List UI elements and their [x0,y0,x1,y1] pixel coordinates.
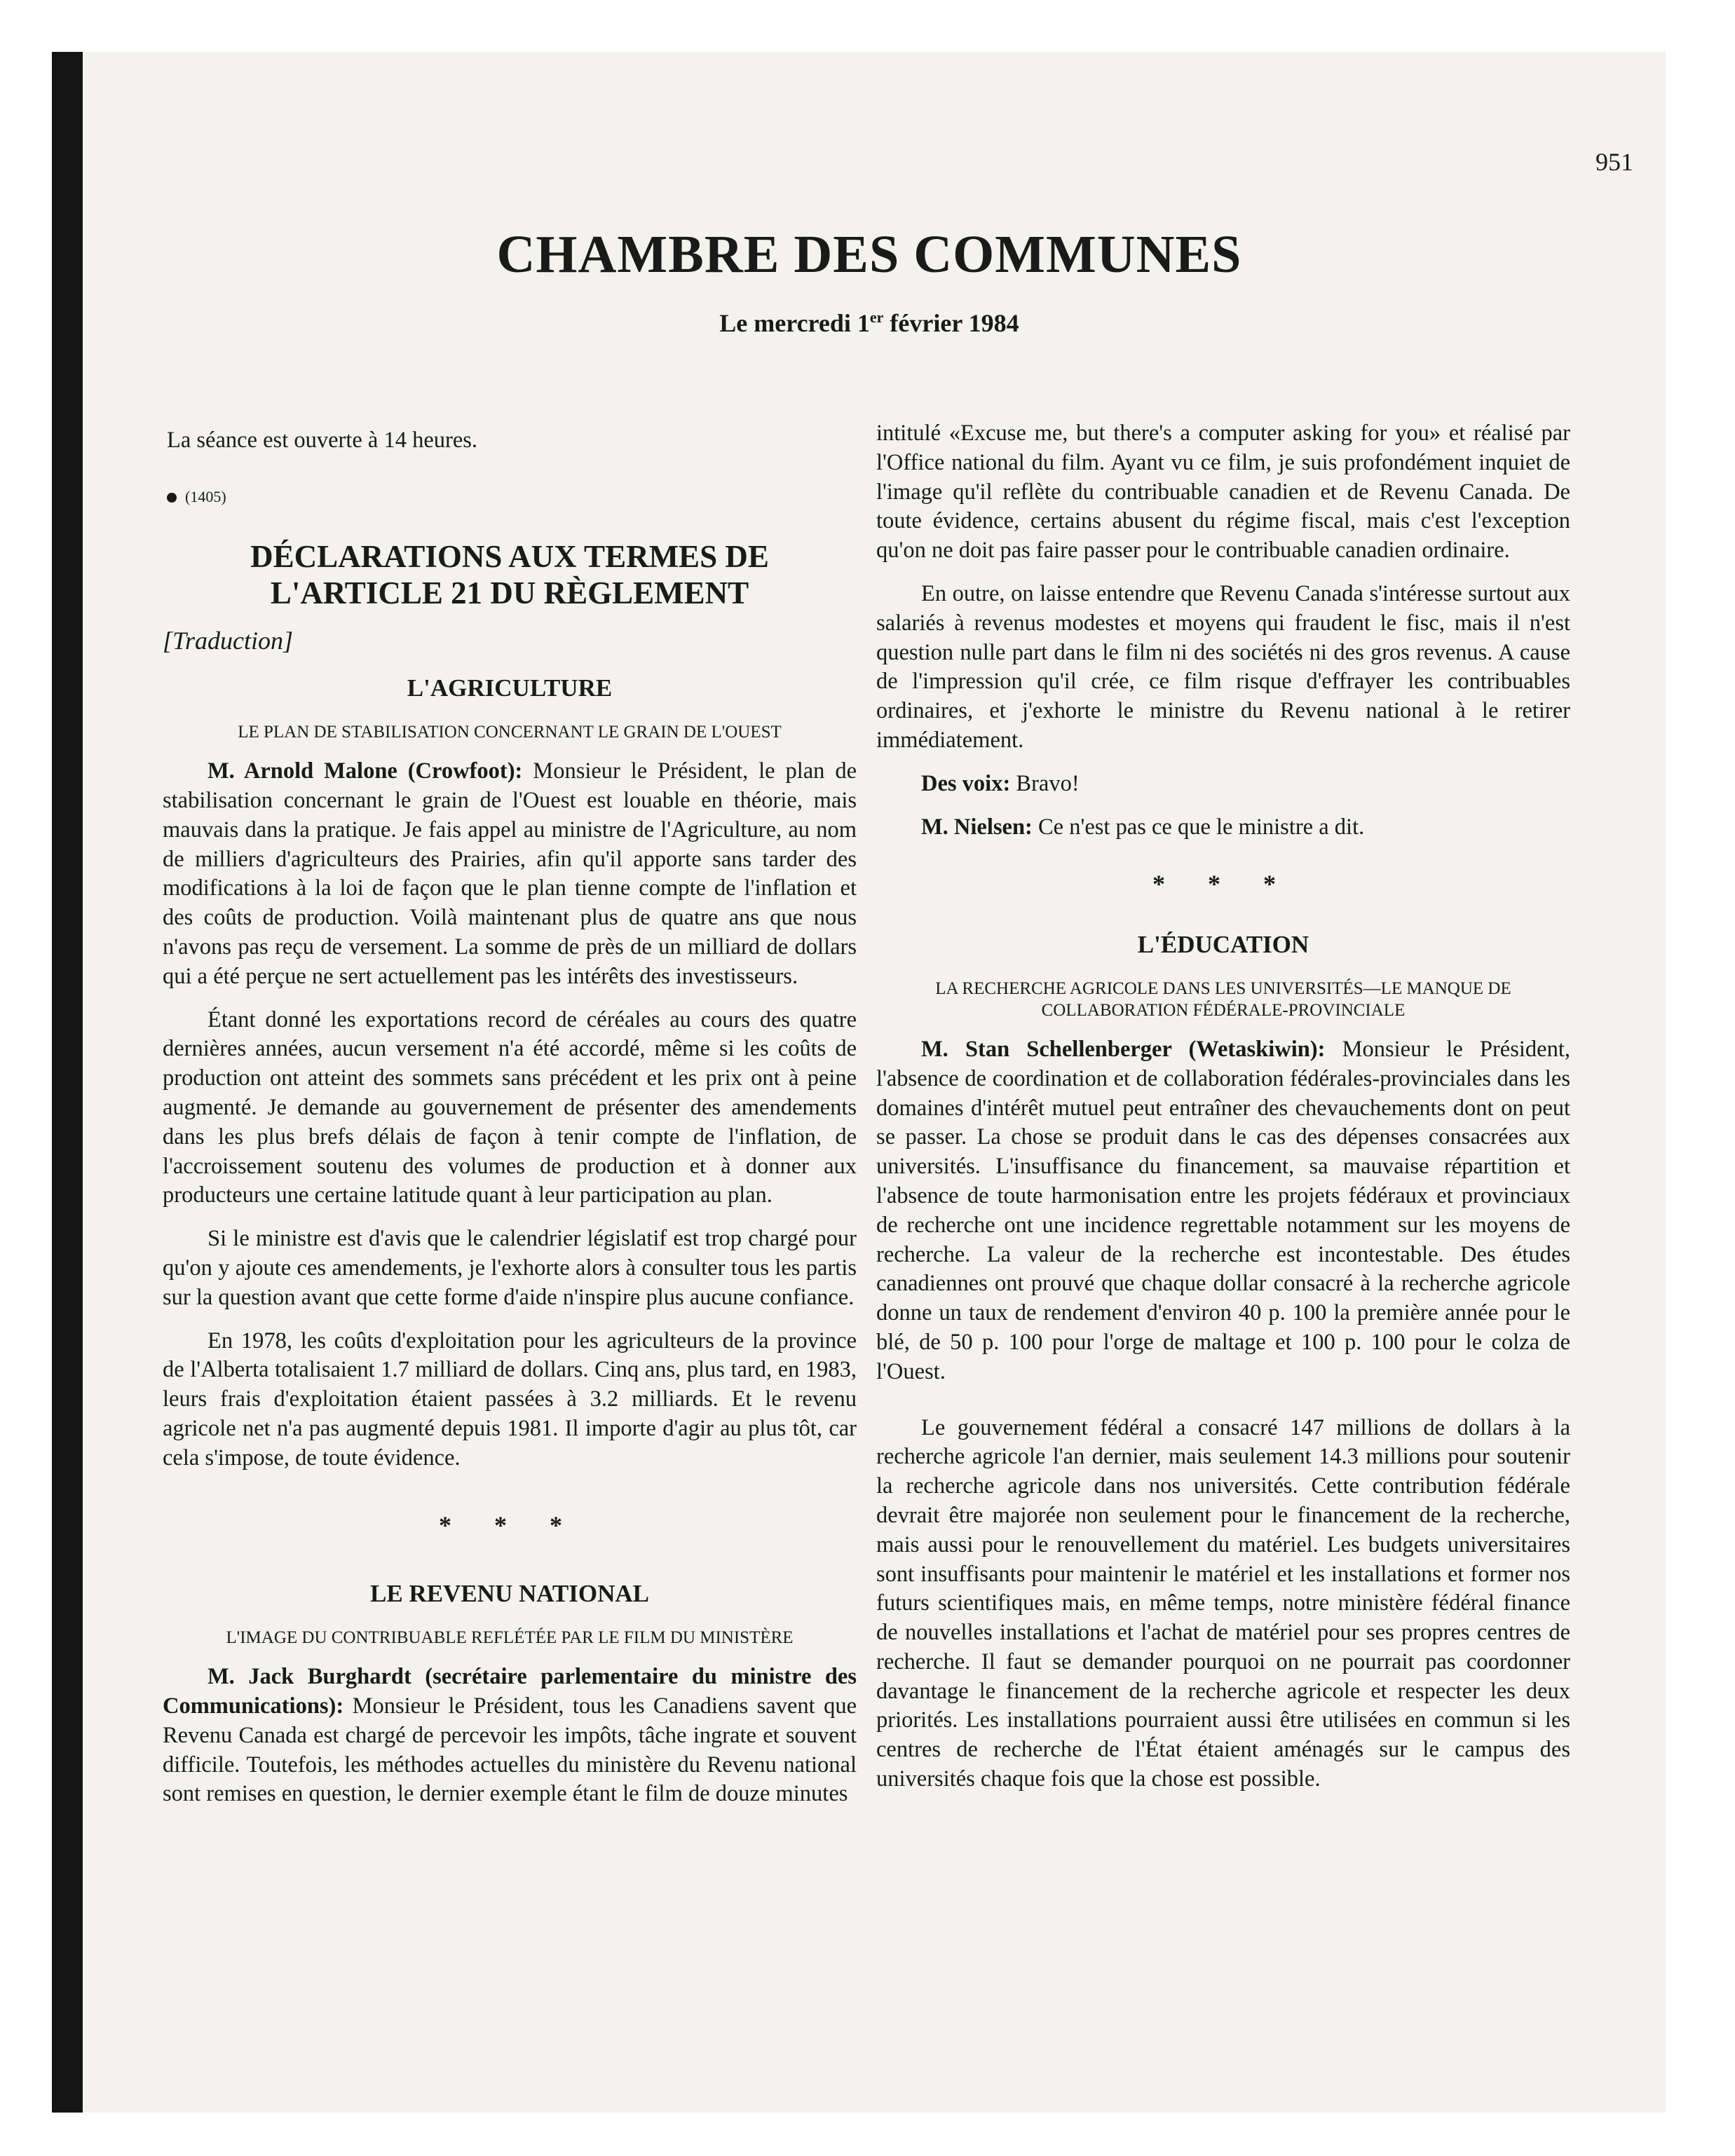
statement-paragraph [163,1663,857,1809]
opening-statement: La séance est ouverte à 14 heures. [167,428,478,453]
subtopic-heading-film: L'IMAGE DU CONTRIBUABLE REFLÉTÉE PAR LE FILM DU MINISTÈRE [226,1628,794,1648]
left-column [163,414,857,1809]
speaker-name: M. Jack Burghardt (secrétaire parlementaire du ministre des Communications): [163,1664,857,1719]
page-title: CHAMBRE DES COMMUNES [496,225,1242,284]
right-column [876,419,1570,1794]
statement-text: Monsieur le Président, le plan de stabilisation concernant le grain de l'Ouest est louable en théorie, mais mauvais dans la pratique. Je fais appel au ministre de l'Agriculture, au nom de milliers d'agriculteurs des Prairies, afin qu'il apporte sans tarder des modifications à la loi de façon que le plan tienne compte de l'inflation et des coûts de production. Voilà maintenant plus de quatre ans que nous n'avons pas reçu de versement. La somme de près de un milliard de dollars qui a été perçue ne sert actuellement pas les intérêts des investisseurs. [163,758,857,989]
translation-note: [Traduction] [163,626,294,655]
interjection-text: Bravo! [1010,770,1080,796]
subject-heading-agriculture: L'AGRICULTURE [407,674,613,702]
statement-text: Monsieur le Président, l'absence de coordination et de collaboration fédérales-provinciales dans les domaines d'intérêt mutuel peut entraîner des chevauchements dont on peut se passer. La chose se produit dans le cas des dépenses consacrées aux universités. L'insuffisance du financement, sa mauvaise répartition et l'absence de toute harmonisation entre les projets fédéraux et provinciaux de recherche ont une incidence regrettable notamment sur les moyens de recherche. La valeur de la recherche est incontestable. Des études canadiennes ont prouvé que chaque dollar consacré à la recherche agricole donne un taux de rendement d'environ 40 p. 100 la première année pour le blé, de 50 p. 100 pour l'orge de maltage et 100 p. 100 pour le colza de l'Ouest. [876,1036,1570,1384]
subject-heading-education: L'ÉDUCATION [1137,931,1309,959]
interjection [876,770,1570,799]
statement-paragraph: intitulé «Excuse me, but there's a computer asking for you» et réalisé par l'Office national du film. Ayant vu ce film, je suis profondément inquiet de l'image qu'il reflète du contribuable canadien et de Revenu Canada. De toute évidence, certains abusent du régime fiscal, mais c'est l'exception qu'on ne doit pas faire passer pour le contribuable canadien ordinaire. [876,421,1570,564]
date-prefix: Le mercredi 1 [719,309,870,337]
statement-paragraph: En 1978, les coûts d'exploitation pour les agriculteurs de la province de l'Alberta totalisaient 1.7 milliard de dollars. Cinq ans, plus tard, en 1983, leurs frais d'exploitation étaient passées à 3.2 milliards. Et le revenu agricole net n'a pas augmenté depuis 1981. Il importe d'agir au plus tôt, car cela s'impose, de toute évidence. [163,1328,857,1471]
time-stamp-text: (1405) [185,487,226,505]
statement-paragraph: En outre, on laisse entendre que Revenu Canada s'intéresse surtout aux salariés à revenus modestes et moyens qui fraudent le fisc, mais il n'est question nulle part dans le film ni des sociétés ni des gros revenus. A cause de l'impression qu'il crée, ce film risque d'effrayer les contribuables ordinaires, et j'exhorte le ministre du Revenu national à le retirer immédiatement. [876,580,1570,753]
statement-paragraph: Le gouvernement fédéral a consacré 147 millions de dollars à la recherche agricole l'an dernier, mais seulement 14.3 millions pour soutenir la recherche agricole dans nos universités. Cette contribution fédérale devrait être majorée non seulement pour le financement de la recherche, mais aussi pour le renouvellement du matériel. Les budgets universitaires sont insuffisants pour maintenir le matériel et les installations et former nos futurs scientifiques mais, en même temps, notre ministère fédéral finance de nouvelles installations et l'achat de matériel pour ses propres centres de recherche. Il faut se demander pourquoi on ne pourrait pas coordonner davantage le financement de la recherche agricole et respecter les deux priorités. Les installations pourraient aussi être utilisées en commun si les centres de recherche de l'État étaient aménagés sur le campus des universités chaque fois que la chose est possible. [876,1414,1570,1792]
interjection-text: Ce n'est pas ce que le ministre a dit. [1032,814,1365,840]
speaker-name: Des voix: [921,770,1011,796]
section-heading-line-2: L'ARTICLE 21 DU RÈGLEMENT [270,575,749,610]
date-superscript: er [869,308,884,326]
statement-paragraph: Étant donné les exportations record de céréales au cours des quatre dernières années, aucun versement n'a été accordé, même si les coûts de production ont atteint des sommets sans précédent et les prix ont à peine augmenté. Je demande au gouvernement de présenter des amendements dans les plus brefs délais de façon à tenir compte de l'inflation, de l'accroissement soutenu des volumes de production et à donner aux producteurs une certaine latitude quant à leur participation au plan. [163,1007,857,1208]
subject-heading-revenue: LE REVENU NATIONAL [369,1580,650,1608]
speaker-name: M. Arnold Malone (Crowfoot): [207,758,523,784]
section-separator: * * * [439,1510,580,1539]
section-heading [163,538,857,611]
statement-text: Monsieur le Président, tous les Canadiens savent que Revenu Canada est chargé de percevoir les impôts, tâche ingrate et souvent difficile. Toutefois, les méthodes actuelles du ministère du Revenu national sont remises en question, le dernier exemple étant le film de douze minutes [163,1693,857,1807]
bullet-icon [167,493,177,503]
section-separator: * * * [1152,870,1294,899]
subtopic-heading-research: LA RECHERCHE AGRICOLE DANS LES UNIVERSITÉS—LE MANQUE DE COLLABORATION FÉDÉRALE-PROVINCIALE [935,978,1511,1020]
sitting-date [561,308,1178,338]
subtopic-heading-grain: LE PLAN DE STABILISATION CONCERNANT LE GRAIN DE L'OUEST [238,723,782,742]
statement-paragraph [163,757,857,991]
speaker-name: M. Nielsen: [921,814,1033,840]
page-number: 951 [1595,148,1633,176]
section-heading-line-1: DÉCLARATIONS AUX TERMES DE [250,538,769,574]
interjection [876,813,1570,842]
time-stamp [163,482,857,512]
statement-paragraph: Si le ministre est d'avis que le calendrier législatif est trop chargé pour qu'on y ajoute ces amendements, je l'exhorte alors à consulter tous les partis sur la question avant que cette forme d'aide n'inspire plus aucune confiance. [163,1226,857,1310]
statement-paragraph [876,1035,1570,1387]
speaker-name: M. Stan Schellenberger (Wetaskiwin): [921,1036,1326,1062]
date-suffix: février 1984 [883,309,1019,337]
scan-binding-edge [52,52,83,2113]
